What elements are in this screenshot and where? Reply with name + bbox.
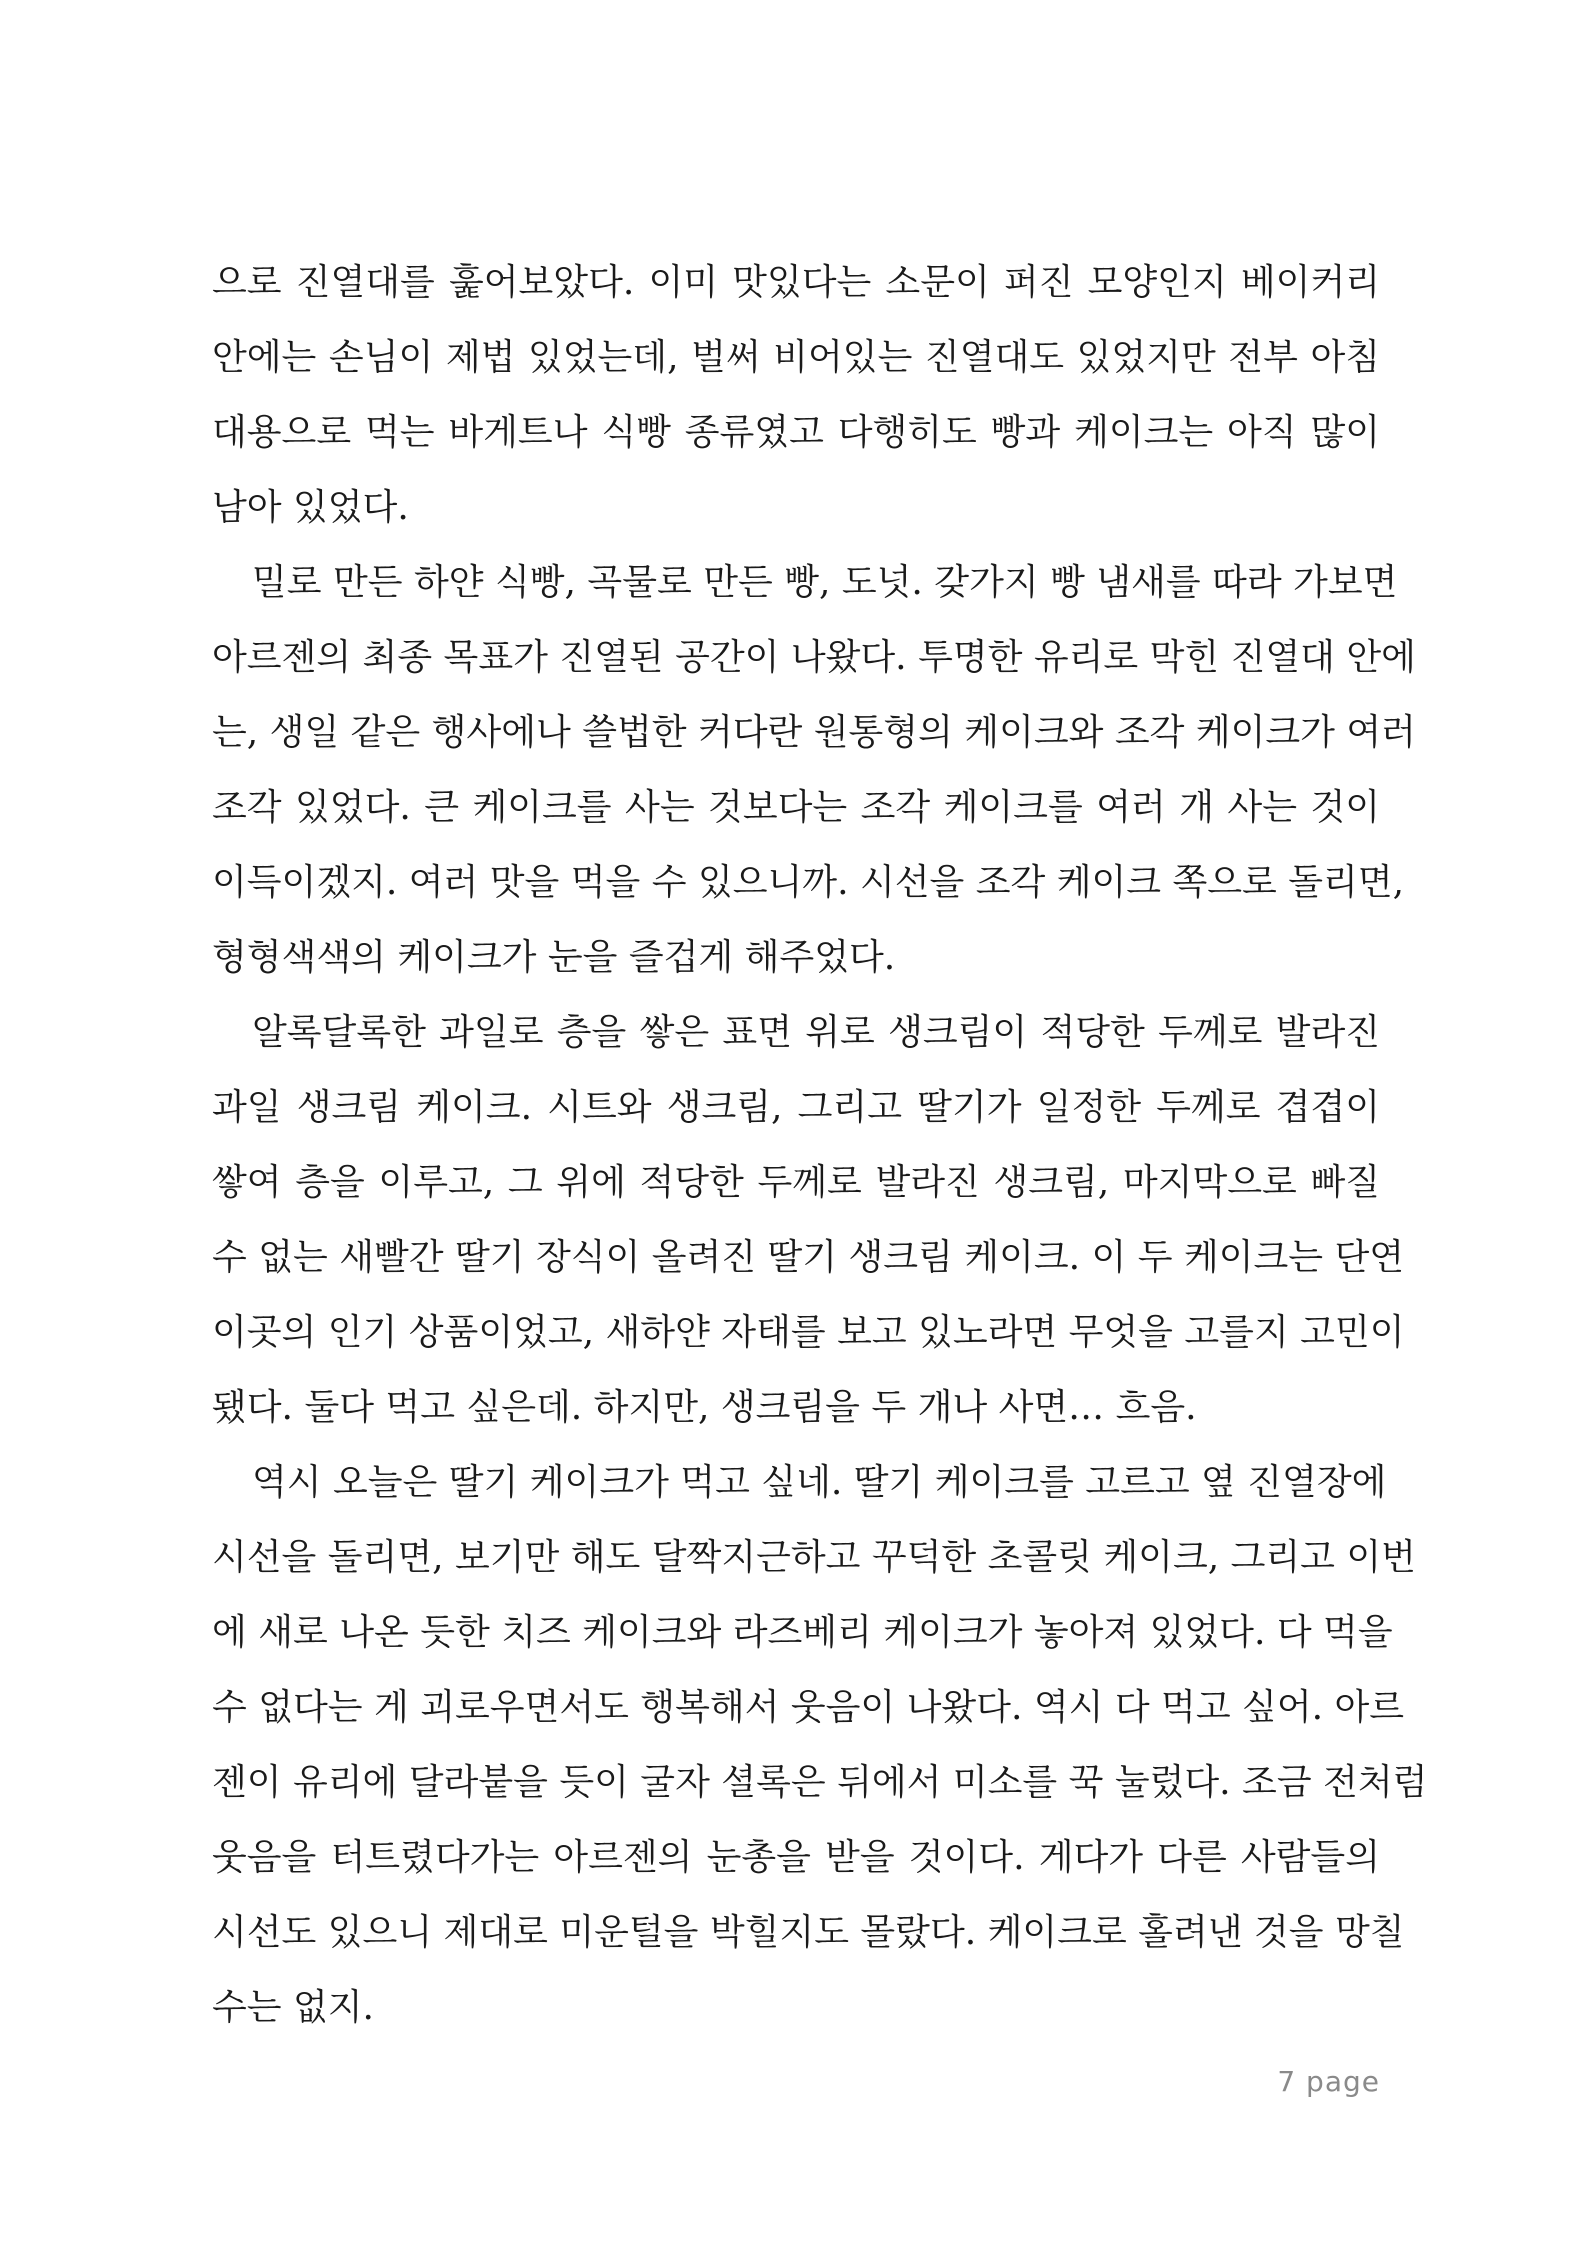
paragraph-1: [212, 245, 1380, 545]
text-line: 시선을 돌리면, 보기만 해도 달짝지근하고 꾸덕한 초콜릿 케이크, 그리고 이번: [212, 1537, 1416, 1578]
text-line: 형형색색의 케이크가 눈을 즐겁게 해주었다.: [212, 937, 896, 978]
text-line: 이득이겠지. 여러 맛을 먹을 수 있으니까. 시선을 조각 케이크 쪽으로 돌리면,: [212, 862, 1405, 903]
text-line: 쌓여 층을 이루고, 그 위에 적당한 두께로 발라진 생크림, 마지막으로 빠질: [212, 1162, 1380, 1203]
text-line: 아르젠의 최종 목표가 진열된 공간이 나왔다. 투명한 유리로 막힌 진열대 안에: [212, 637, 1416, 678]
text-line: 으로 진열대를 훑어보았다. 이미 맛있다는 소문이 퍼진 모양인지 베이커리: [212, 262, 1380, 303]
text-line: 안에는 손님이 제법 있었는데, 벌써 비어있는 진열대도 있었지만 전부 아침: [212, 337, 1380, 378]
text-line: 남아 있었다.: [212, 487, 409, 528]
text-line: 대용으로 먹는 바게트나 식빵 종류였고 다행히도 빵과 케이크는 아직 많이: [212, 412, 1380, 453]
text-line: 역시 오늘은 딸기 케이크가 먹고 싶네. 딸기 케이크를 고르고 옆 진열장에: [252, 1462, 1387, 1503]
paragraph-3: [212, 995, 1405, 1445]
text-line: 젠이 유리에 달라붙을 듯이 굴자 셜록은 뒤에서 미소를 꾹 눌렀다. 조금 전처럼: [212, 1762, 1428, 1803]
text-line: 됐다. 둘다 먹고 싶은데. 하지만, 생크림을 두 개나 사면… 흐음.: [212, 1387, 1197, 1428]
text-line: 과일 생크림 케이크. 시트와 생크림, 그리고 딸기가 일정한 두께로 겹겹이: [212, 1087, 1380, 1128]
text-line: 알록달록한 과일로 층을 쌓은 표면 위로 생크림이 적당한 두께로 발라진: [252, 1012, 1380, 1053]
text-line: 수 없는 새빨간 딸기 장식이 올려진 딸기 생크림 케이크. 이 두 케이크는 단연: [212, 1237, 1405, 1278]
text-line: 에 새로 나온 듯한 치즈 케이크와 라즈베리 케이크가 놓아져 있었다. 다 먹을: [212, 1612, 1393, 1653]
paragraph-2: [212, 545, 1416, 995]
text-line: 수는 없지.: [212, 1987, 374, 2028]
page-number: 7 page: [1277, 2065, 1380, 2098]
text-line: 는, 생일 같은 행사에나 쓸법한 커다란 원통형의 케이크와 조각 케이크가 여러: [212, 712, 1416, 753]
text-line: 조각 있었다. 큰 케이크를 사는 것보다는 조각 케이크를 여러 개 사는 것이: [212, 787, 1380, 828]
text-line: 시선도 있으니 제대로 미운털을 박힐지도 몰랐다. 케이크로 홀려낸 것을 망칠: [212, 1912, 1405, 1953]
text-line: 이곳의 인기 상품이었고, 새하얀 자태를 보고 있노라면 무엇을 고를지 고민이: [212, 1312, 1405, 1353]
text-line: 밀로 만든 하얀 식빵, 곡물로 만든 빵, 도넛. 갖가지 빵 냄새를 따라 가보면: [252, 562, 1398, 603]
text-line: 수 없다는 게 괴로우면서도 행복해서 웃음이 나왔다. 역시 다 먹고 싶어. 아르: [212, 1687, 1405, 1728]
text-line: 웃음을 터트렸다가는 아르젠의 눈총을 받을 것이다. 게다가 다른 사람들의: [212, 1837, 1380, 1878]
paragraph-4: [212, 1445, 1428, 2045]
body-text: [212, 245, 1428, 2045]
